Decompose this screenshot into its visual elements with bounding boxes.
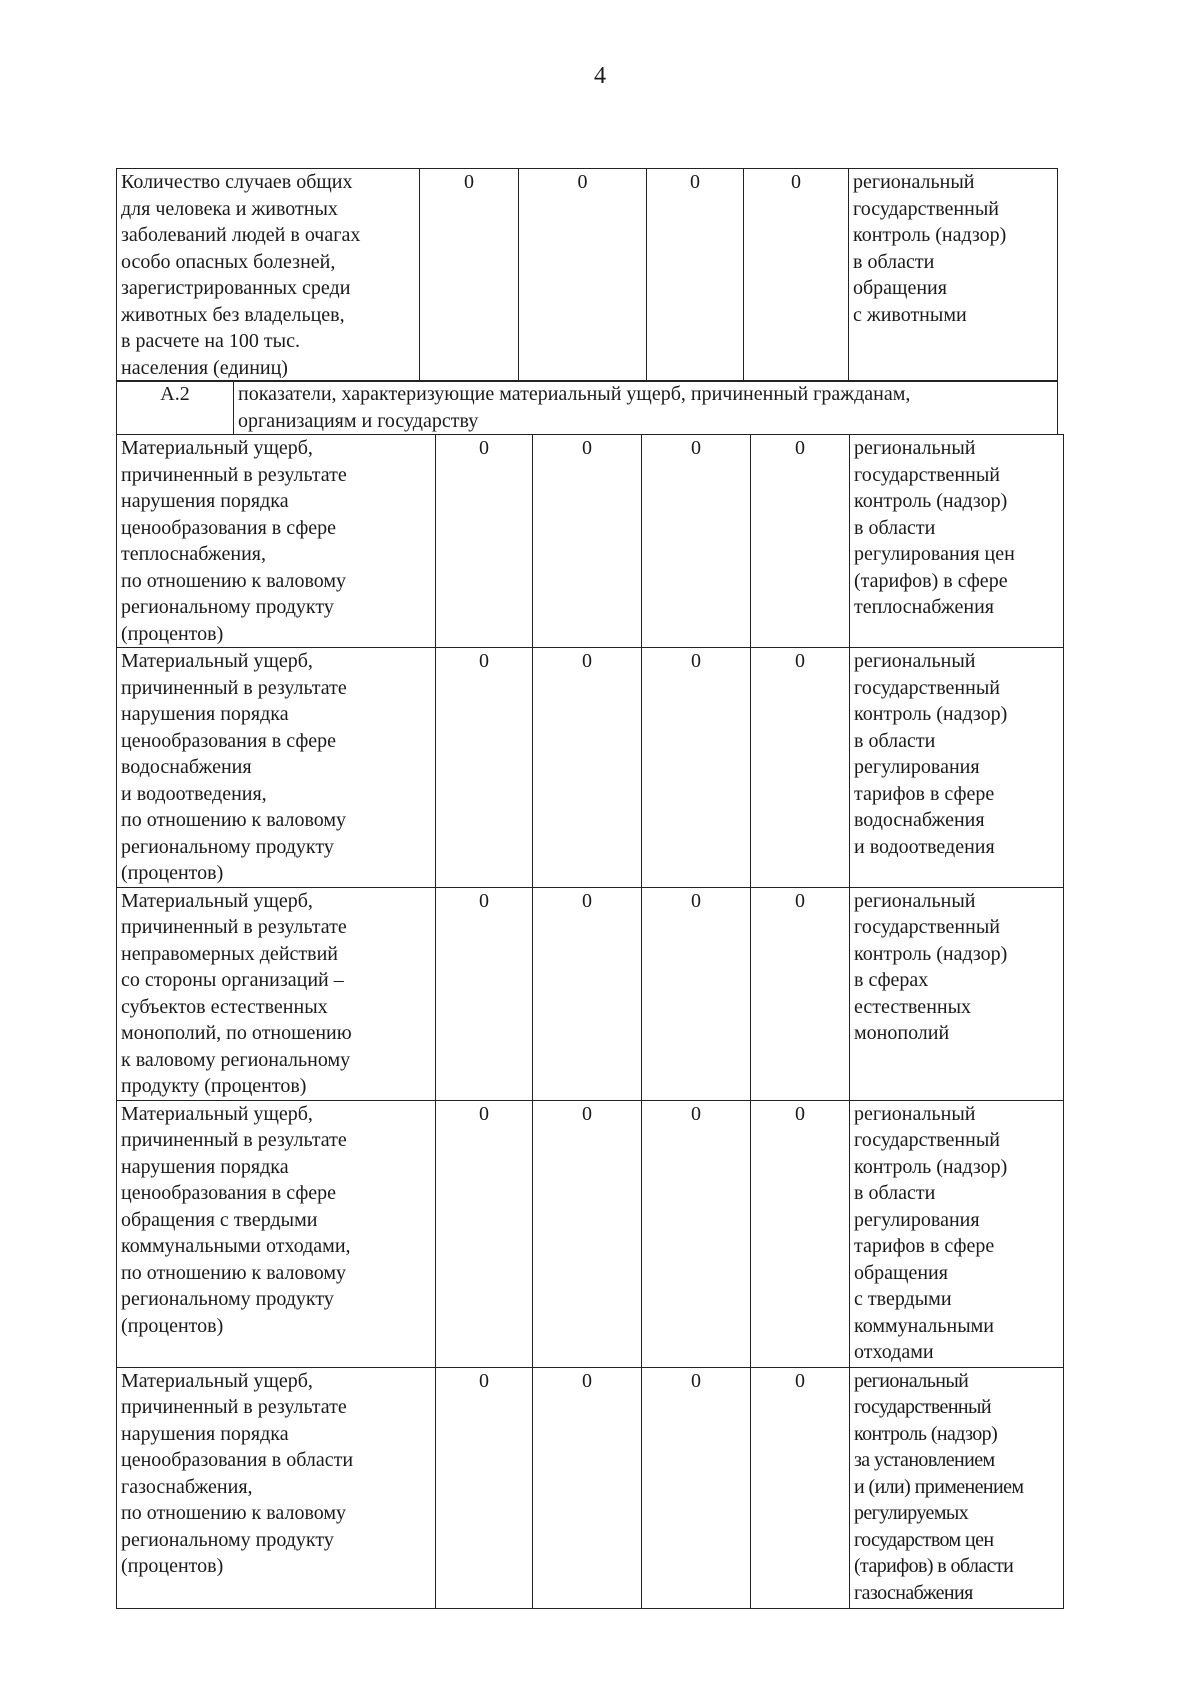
control-type-cell: региональный государственный контроль (надзор) в области регулирования цен (тарифов) в сфере теплоснабжения xyxy=(850,435,1064,648)
section-header-table xyxy=(116,380,1058,435)
indicator-table-main xyxy=(116,434,1064,1609)
value-cell: 0 xyxy=(436,1100,533,1367)
value-cell: 0 xyxy=(751,1100,850,1367)
section-title: показатели, характеризующие материальный ущерб, причиненный гражданам, организациям и государству xyxy=(234,381,1058,435)
indicator-cell: Материальный ущерб, причиненный в результате неправомерных действий со стороны организаций – субъектов естественных монополий, по отношению к валовому региональному продукту (процентов) xyxy=(117,887,436,1100)
control-type-cell: региональный государственный контроль (надзор) в области обращения с животными xyxy=(849,169,1058,382)
value-cell: 0 xyxy=(519,169,647,382)
indicator-table-top xyxy=(116,168,1058,382)
value-cell: 0 xyxy=(751,648,850,888)
indicator-cell: Количество случаев общих для человека и животных заболеваний людей в очагах особо опасных болезней, зарегистрированных среди животных без владельцев, в расчете на 100 тыс. населения (единиц) xyxy=(117,169,420,382)
value-cell: 0 xyxy=(642,1367,751,1608)
value-cell: 0 xyxy=(642,887,751,1100)
indicator-cell: Материальный ущерб, причиненный в результате нарушения порядка ценообразования в сфере обращения с твердыми коммунальными отходами, по отношению к валовому региональному продукту (процентов) xyxy=(117,1100,436,1367)
value-cell: 0 xyxy=(744,169,849,382)
value-cell: 0 xyxy=(533,648,642,888)
indicator-cell: Материальный ущерб, причиненный в результате нарушения порядка ценообразования в сфере теплоснабжения, по отношению к валовому региональному продукту (процентов) xyxy=(117,435,436,648)
value-cell: 0 xyxy=(436,648,533,888)
indicator-cell: Материальный ущерб, причиненный в результате нарушения порядка ценообразования в сфере водоснабжения и водоотведения, по отношению к валовому региональному продукту (процентов) xyxy=(117,648,436,888)
value-cell: 0 xyxy=(533,435,642,648)
table-row xyxy=(117,1367,1064,1608)
value-cell: 0 xyxy=(436,435,533,648)
page-number: 4 xyxy=(594,63,606,89)
control-type-cell: региональный государственный контроль (надзор) в области регулирования тарифов в сфере обращения с твердыми коммунальными отходами xyxy=(850,1100,1064,1367)
value-cell: 0 xyxy=(751,1367,850,1608)
section-header-row xyxy=(117,381,1058,435)
section-code: А.2 xyxy=(117,381,234,435)
table-row xyxy=(117,435,1064,648)
control-type-cell: региональный государственный контроль (надзор) в области регулирования тарифов в сфере водоснабжения и водоотведения xyxy=(850,648,1064,888)
value-cell: 0 xyxy=(642,648,751,888)
table-row xyxy=(117,648,1064,888)
table-row xyxy=(117,887,1064,1100)
table-row xyxy=(117,1100,1064,1367)
value-cell: 0 xyxy=(533,887,642,1100)
value-cell: 0 xyxy=(436,1367,533,1608)
value-cell: 0 xyxy=(647,169,744,382)
value-cell: 0 xyxy=(751,887,850,1100)
value-cell: 0 xyxy=(751,435,850,648)
indicator-cell: Материальный ущерб, причиненный в результате нарушения порядка ценообразования в области газоснабжения, по отношению к валовому региональному продукту (процентов) xyxy=(117,1367,436,1608)
control-type-cell: региональный государственный контроль (надзор) за установлением и (или) применением регулируемых государством цен (тарифов) в области газоснабжения xyxy=(850,1367,1064,1608)
value-cell: 0 xyxy=(533,1100,642,1367)
value-cell: 0 xyxy=(420,169,519,382)
value-cell: 0 xyxy=(533,1367,642,1608)
value-cell: 0 xyxy=(642,435,751,648)
value-cell: 0 xyxy=(642,1100,751,1367)
control-type-cell: региональный государственный контроль (надзор) в сферах естественных монополий xyxy=(850,887,1064,1100)
table-row xyxy=(117,169,1058,382)
value-cell: 0 xyxy=(436,887,533,1100)
